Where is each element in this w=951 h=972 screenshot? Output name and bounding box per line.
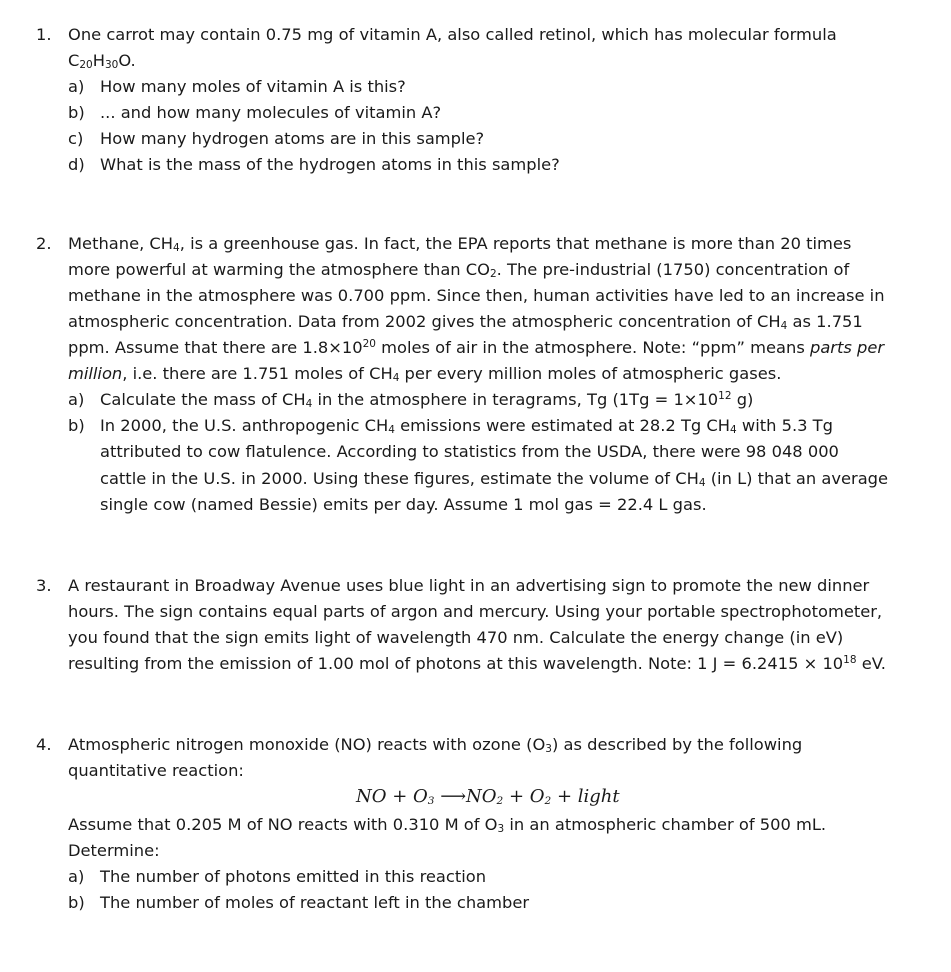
question-text-line: Assume that 0.205 M of NO reacts with 0.310 M of $O_3$ in an atmospheric chamber of 500 mL. [68, 815, 827, 835]
reaction-equation: NO + $O_3$ $⟶NO_2 + O_2$ + light [356, 786, 620, 807]
question-number: 3. [36, 576, 52, 595]
item-label: a) [68, 867, 85, 886]
question-text-line: million, i.e. there are 1.751 moles of $CH_4$ per every million moles of atmospheric gases. [68, 364, 782, 384]
question-number: 2. [36, 234, 52, 253]
question-text-line: atmospheric concentration. Data from 2002 gives the atmospheric concentration of $CH_4$ as 1.751 [68, 312, 863, 332]
item-text: How many hydrogen atoms are in this sample? [100, 129, 485, 148]
question-text-line: Determine: [68, 841, 160, 860]
item-text: In 2000, the U.S. anthropogenic $CH_4$ emissions were estimated at 28.2 Tg $CH_4$ with 5.3 Tg [100, 416, 833, 436]
item-label: a) [68, 390, 85, 409]
question-text-line: methane in the atmosphere was 0.700 ppm. Since then, human activities have led to an increase in [68, 286, 885, 305]
item-label: d) [68, 155, 85, 174]
item-text: Calculate the mass of $CH_4$ in the atmosphere in teragrams, Tg ($1Tg = 1\times 10^{12}$ g) [100, 390, 754, 410]
question-text-line: Methane, $CH_4$, is a greenhouse gas. In fact, the EPA reports that methane is more than 20 times [68, 234, 852, 254]
question-text-line: more powerful at warming the atmosphere than $CO_2$. The pre-industrial (1750) concentration of [68, 260, 850, 280]
item-label: c) [68, 129, 84, 148]
item-label: b) [68, 893, 85, 912]
item-text: How many moles of vitamin A is this? [100, 77, 406, 96]
question-text-line: Atmospheric nitrogen monoxide (NO) reacts with ozone $(O_3)$ as described by the following [68, 735, 803, 755]
question-text-line: quantitative reaction: [68, 761, 244, 780]
item-label: b) [68, 416, 85, 435]
reaction-arrow-icon: ⟶ [440, 786, 467, 807]
question-text-line: ppm. Assume that there are $1.8\times 10^{20}$ moles of air in the atmosphere. Note: “ppm” means parts per [68, 338, 885, 357]
item-text-line: cattle in the U.S. in 2000. Using these figures, estimate the volume of $CH_4$ (in L) that an average [100, 469, 889, 489]
item-label: b) [68, 103, 85, 122]
question-text-line: A restaurant in Broadway Avenue uses blue light in an advertising sign to promote the new dinner [68, 576, 870, 595]
item-text-line: single cow (named Bessie) emits per day. Assume 1 mol gas = 22.4 L gas. [100, 495, 707, 514]
item-text: What is the mass of the hydrogen atoms in this sample? [100, 155, 560, 174]
molecular-formula: $C_{20}H_{30}O$. [68, 51, 136, 71]
question-number: 4. [36, 735, 52, 754]
item-text: The number of moles of reactant left in the chamber [100, 893, 530, 912]
item-text-line: attributed to cow flatulence. According to statistics from the USDA, there were 98 048 000 [100, 442, 839, 461]
item-text: ... and how many molecules of vitamin A? [100, 103, 442, 122]
question-text-line: you found that the sign emits light of wavelength 470 nm. Calculate the energy change (in eV) [68, 628, 844, 647]
question-text-line: resulting from the emission of 1.00 mol of photons at this wavelength. Note: 1 $J = 6.2415 \times 10^{18}$ eV. [68, 654, 886, 673]
question-number: 1. [36, 25, 52, 44]
question-text: One carrot may contain 0.75 mg of vitamin A, also called retinol, which has molecular formula [68, 25, 837, 44]
item-text: The number of photons emitted in this reaction [100, 867, 487, 886]
item-label: a) [68, 77, 85, 96]
question-text-line: hours. The sign contains equal parts of argon and mercury. Using your portable spectrophotometer, [68, 602, 883, 621]
